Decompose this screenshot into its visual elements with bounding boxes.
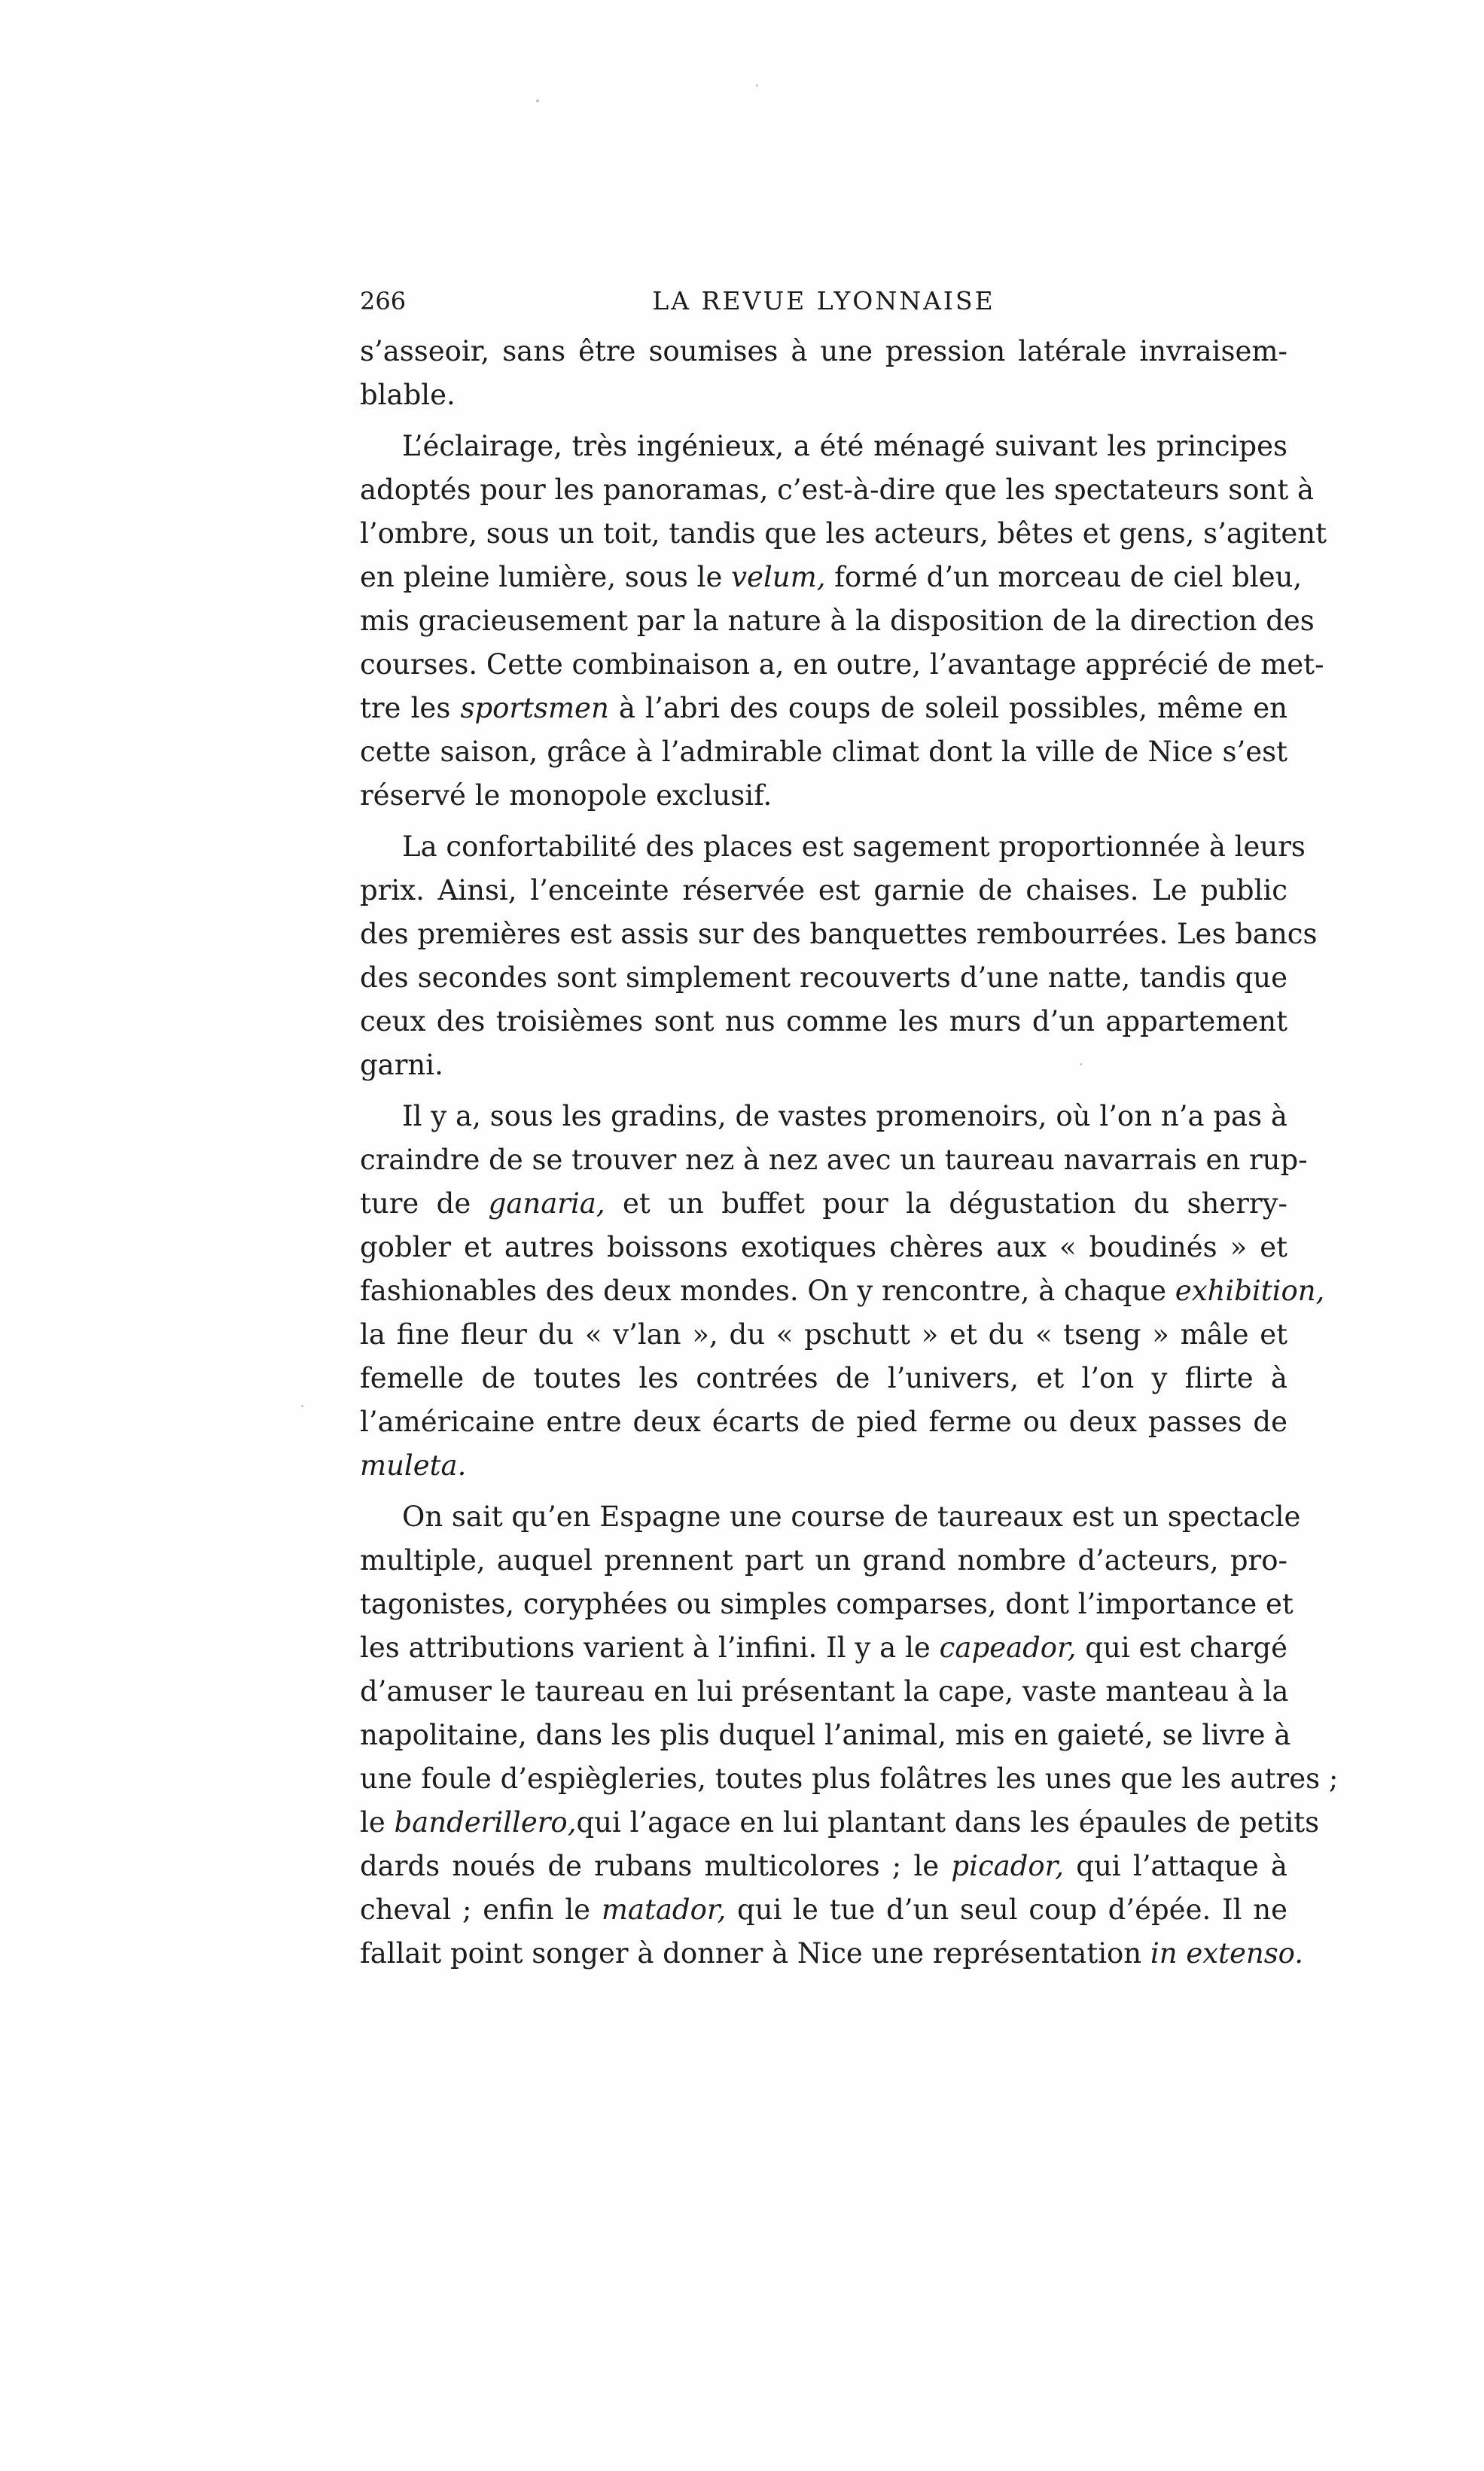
text-run: et un buffet pour la dégustation du sherry- <box>605 1187 1287 1220</box>
italic-term: velum, <box>731 561 826 593</box>
italic-term: muleta. <box>360 1449 467 1482</box>
text-line: des premières est assis sur des banquettes rembourrées. Les bancs <box>360 918 1318 950</box>
italic-term: in extenso. <box>1150 1937 1304 1970</box>
text-line <box>360 1845 1287 1888</box>
text-run: à l’abri des coups de soleil possibles, même en <box>608 692 1287 724</box>
text-line: napolitaine, dans les plis duquel l’animal, mis en gaieté, se livre à <box>360 1719 1291 1751</box>
print-speck <box>536 99 539 102</box>
text-run: en pleine lumière, sous le <box>360 561 732 593</box>
text-line: Il y a, sous les gradins, de vastes promenoirs, où l’on n’a pas à <box>402 1100 1287 1132</box>
text-line: multiple, auquel prennent part un grand nombre d’acteurs, pro- <box>360 1544 1287 1577</box>
text-line: adoptés pour les panoramas, c’est-à-dire que les spectateurs sont à <box>360 474 1315 506</box>
text-line: courses. Cette combinaison a, en outre, l’avantage apprécié de met- <box>360 648 1324 681</box>
text-run: le <box>360 1806 395 1839</box>
print-speck <box>301 1405 303 1407</box>
text-line: gobler et autres boissons exotiques chères aux « boudinés » et <box>360 1231 1287 1263</box>
paragraph <box>360 1495 1339 1976</box>
text-run: dards noués de rubans multicolores ; le <box>360 1850 952 1882</box>
text-run: qui l’agace en lui plantant dans les épaules de petits <box>576 1806 1320 1839</box>
paragraph-gap <box>360 1488 1287 1495</box>
text-line <box>360 1801 1320 1845</box>
italic-term: matador, <box>601 1894 727 1926</box>
text-line: garni. <box>360 1049 443 1081</box>
text-line: craindre de se trouver nez à nez avec un taureau navarrais en rup- <box>360 1144 1308 1176</box>
text-line: blable. <box>360 379 456 411</box>
text-run: les attributions varient à l’infini. Il y a le <box>360 1632 940 1664</box>
text-line <box>360 1444 1287 1488</box>
text-line: l’ombre, sous un toit, tandis que les acteurs, bêtes et gens, s’agitent <box>360 517 1327 550</box>
paragraph <box>360 425 1327 818</box>
text-line <box>360 556 1303 599</box>
italic-term: banderillero, <box>394 1806 577 1839</box>
italic-term: sportsmen <box>460 692 609 724</box>
text-line: On sait qu’en Espagne une course de taureaux est un spectacle <box>402 1501 1301 1533</box>
italic-term: capeador, <box>939 1632 1077 1664</box>
text-line: mis gracieusement par la nature à la disposition de la direction des <box>360 605 1315 637</box>
italic-term: picador, <box>951 1850 1065 1882</box>
paragraph <box>360 825 1318 1087</box>
text-line <box>360 1932 1304 1976</box>
text-line <box>360 1182 1287 1226</box>
text-line: la fine fleur du « v’lan », du « pschutt » et du « tseng » mâle et <box>360 1318 1287 1351</box>
text-line <box>360 1888 1287 1932</box>
text-line <box>360 1269 1325 1313</box>
text-run: formé d’un morceau de ciel bleu, <box>825 561 1303 593</box>
text-line: L’éclairage, très ingénieux, a été ménagé suivant les principes <box>402 430 1287 462</box>
text-line: des secondes sont simplement recouverts d’une natte, tandis que <box>360 961 1287 994</box>
paragraph-gap <box>360 1087 1287 1095</box>
text-line: tagonistes, coryphées ou simples comparses, dont l’importance et <box>360 1588 1294 1620</box>
text-line: femelle de toutes les contrées de l’univers, et l’on y flirte à <box>360 1362 1287 1394</box>
text-run: qui l’attaque à <box>1064 1850 1287 1882</box>
running-title: LA REVUE LYONNAISE <box>652 286 995 315</box>
text-line: ceux des troisièmes sont nus comme les murs d’un appartement <box>360 1005 1287 1037</box>
page-number: 266 <box>360 287 407 315</box>
text-line: cette saison, grâce à l’admirable climat dont la ville de Nice s’est <box>360 736 1287 768</box>
text-run: qui le tue d’un seul coup d’épée. Il ne <box>726 1894 1287 1926</box>
paragraph-gap <box>360 818 1287 825</box>
text-line: réservé le monopole exclusif. <box>360 779 772 812</box>
italic-term: ganaria, <box>488 1187 605 1220</box>
text-run: cheval ; enfin le <box>360 1894 602 1926</box>
text-line: La confortabilité des places est sagement proportionnée à leurs <box>402 830 1306 863</box>
text-line: d’amuser le taureau en lui présentant la cape, vaste manteau à la <box>360 1675 1289 1708</box>
paragraph-gap <box>360 417 1287 425</box>
print-speck <box>756 84 758 87</box>
text-line: prix. Ainsi, l’enceinte réservée est garnie de chaises. Le public <box>360 874 1287 906</box>
text-line <box>360 1626 1287 1670</box>
text-run: tre les <box>360 692 461 724</box>
text-run: ture de <box>360 1187 489 1220</box>
text-line <box>360 687 1287 730</box>
paragraph <box>360 1095 1325 1488</box>
italic-term: exhibition, <box>1175 1275 1325 1307</box>
text-run: fallait point songer à donner à Nice une représentation <box>360 1937 1150 1970</box>
text-line: s’asseoir, sans être soumises à une pression latérale invraisem- <box>360 335 1287 367</box>
text-run: qui est chargé <box>1076 1632 1287 1664</box>
text-run: fashionables des deux mondes. On y rencontre, à chaque <box>360 1275 1175 1307</box>
paragraph <box>360 330 1287 417</box>
text-line: une foule d’espiègleries, toutes plus folâtres les unes que les autres ; <box>360 1763 1339 1795</box>
page-header <box>360 282 1287 320</box>
article-body <box>360 330 1339 1976</box>
text-line: l’américaine entre deux écarts de pied ferme ou deux passes de <box>360 1406 1287 1438</box>
